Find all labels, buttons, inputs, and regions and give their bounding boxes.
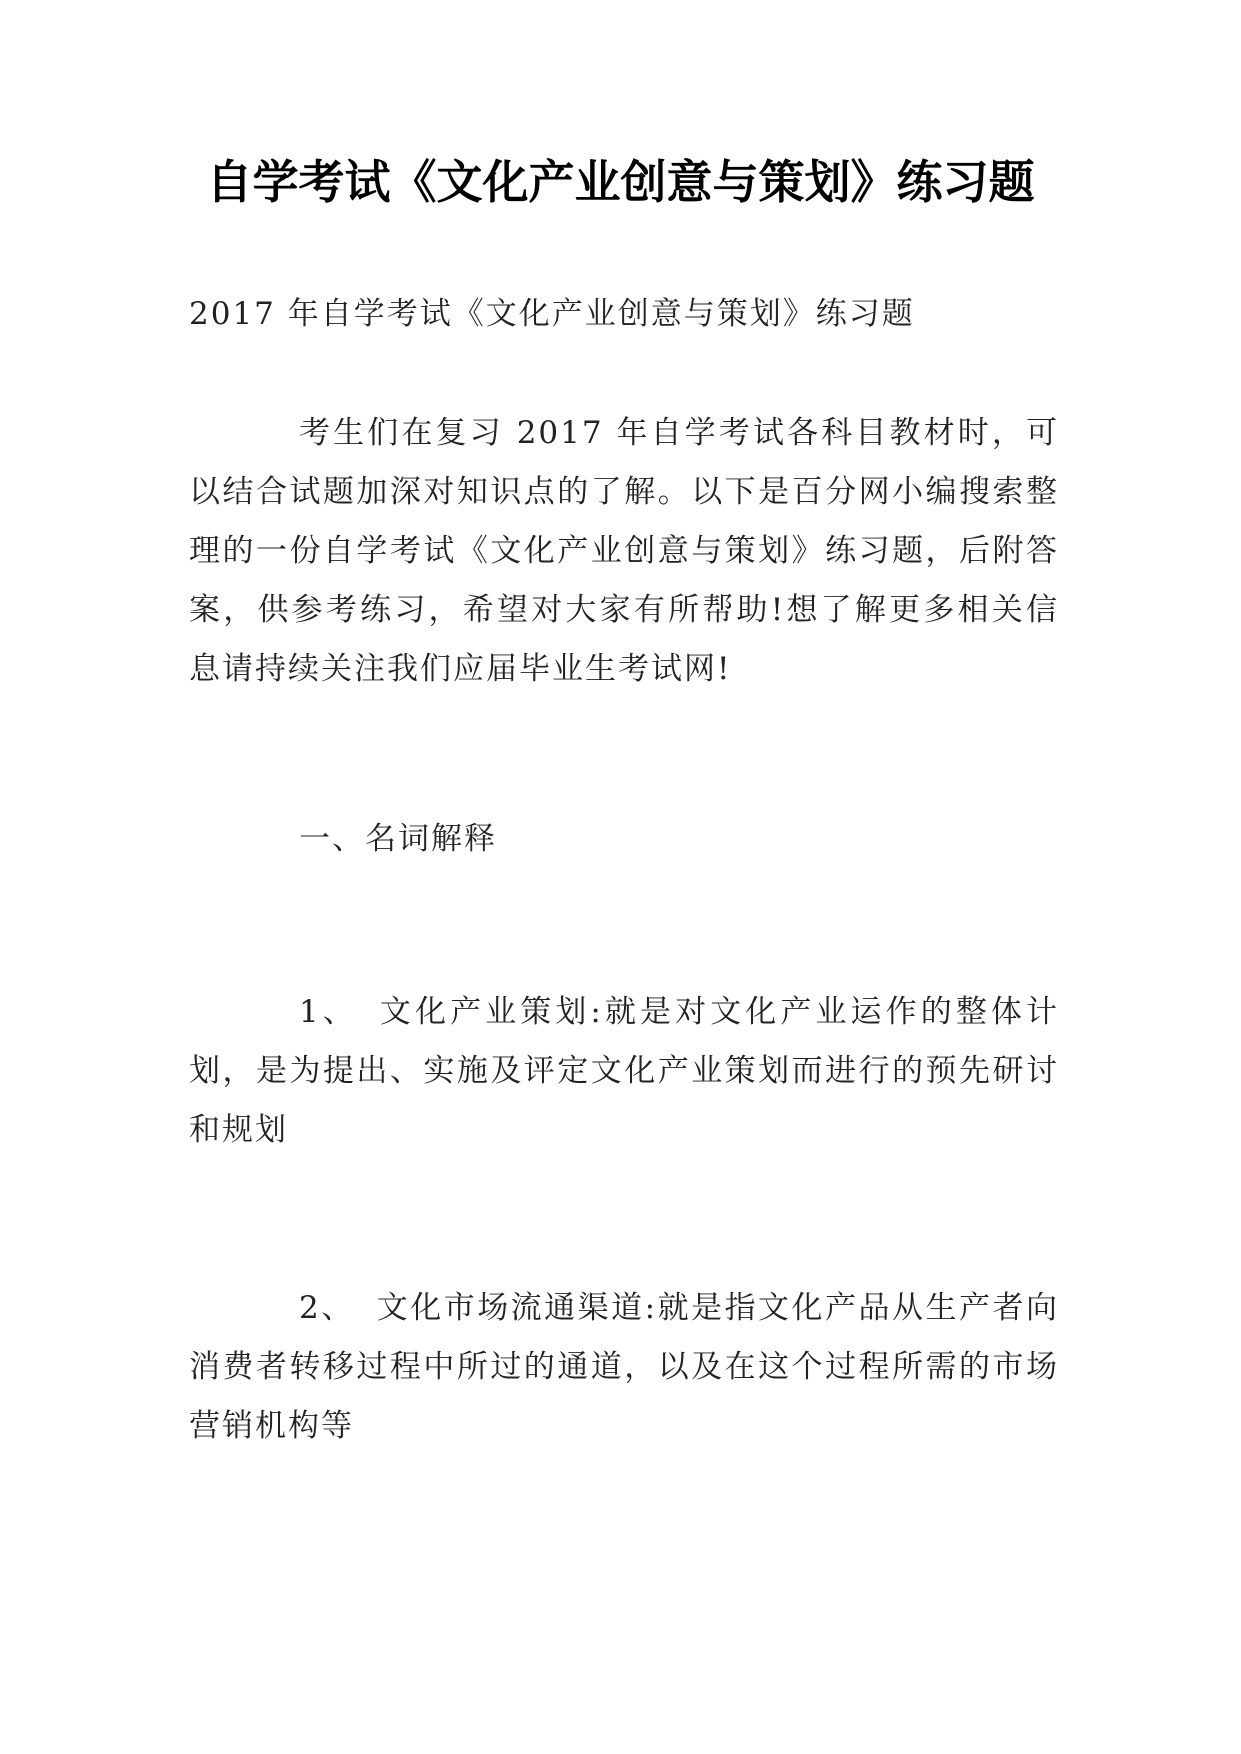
- document-title: 自学考试《文化产业创意与策划》练习题: [206, 155, 1035, 209]
- definition-number: 1、: [299, 994, 358, 1030]
- definition-item: [189, 983, 1059, 1160]
- document-subtitle: 2017 年自学考试《文化产业创意与策划》练习题: [189, 296, 915, 332]
- definition-text: 文化产业策划:就是对文化产业运作的整体计划，是为提出、实施及评定文化产业策划而进行的预先研讨和规划: [189, 994, 1059, 1148]
- section-heading: 一、名词解释: [299, 821, 497, 857]
- definition-number: 2、: [299, 1290, 355, 1326]
- definition-text: 文化市场流通渠道:就是指文化产品从生产者向消费者转移过程中所过的通道，以及在这个过程所需的市场营销机构等: [189, 1290, 1059, 1444]
- intro-paragraph: 考生们在复习 2017 年自学考试各科目教材时，可以结合试题加深对知识点的了解。以下是百分网小编搜索整理的一份自学考试《文化产业创意与策划》练习题，后附答案，供参考练习，希望对大家有所帮助!想了解更多相关信息请持续关注我们应届毕业生考试网!: [189, 415, 1059, 687]
- definition-item: [189, 1279, 1059, 1456]
